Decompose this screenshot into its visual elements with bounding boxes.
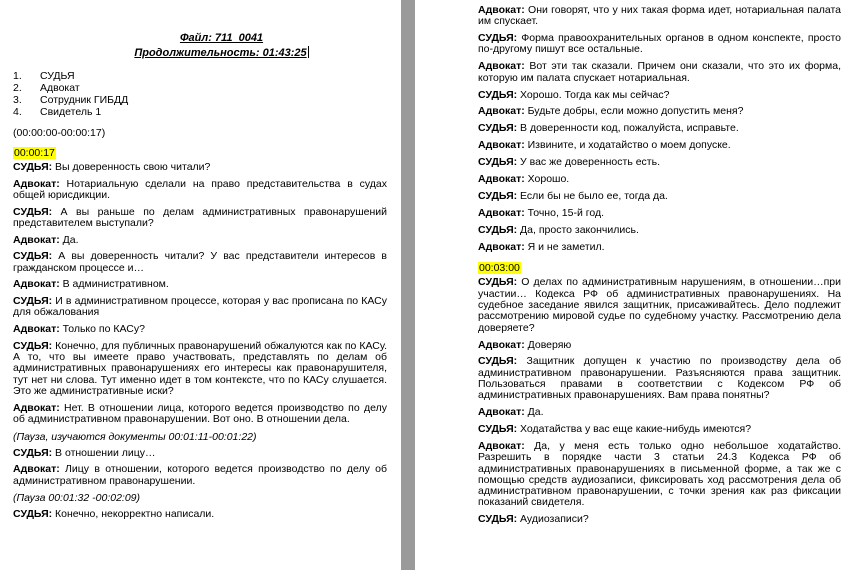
transcript-line (478, 174, 841, 185)
transcript-line (13, 341, 387, 397)
speaker-label: СУДЬЯ: (478, 276, 518, 289)
speech-text: Будьте добры, если можно допустить меня? (524, 105, 744, 118)
participant-num: 2. (13, 82, 22, 94)
speech-text: Нотариальную сделали на право представительства в судах общей юрисдикции. (13, 177, 387, 201)
transcript-line (13, 509, 387, 520)
transcript-line (478, 61, 841, 84)
speech-text: Если бы не было ее, тогда да. (517, 189, 668, 202)
speaker-label: СУДЬЯ: (13, 446, 53, 459)
transcript-line (13, 403, 387, 426)
speech-text: Конечно, некорректно написали. (52, 508, 215, 521)
participant-name: СУДЬЯ (40, 70, 75, 82)
transcript-line (13, 448, 387, 459)
duration-text: Продолжительность: 01:43:25 (134, 47, 307, 59)
page-divider (401, 0, 415, 570)
participant-item (13, 82, 387, 94)
transcript-line (478, 407, 841, 418)
speech-text: Аудиозаписи? (517, 513, 589, 526)
speaker-label: Адвокат: (13, 463, 60, 476)
speech-text: Конечно, для публичных правонарушений обжалуются как по КАСу. А то, что вы имеете право участвовать, представлять по делам об административных правонарушениях его интересы как правонарушителя, тут нет ни слова. Тут именно идет в том контексте, что по КАСу слушается. Это же административные иски? (13, 339, 387, 397)
speech-text: Точно, 15-й год. (524, 206, 604, 219)
speaker-label: СУДЬЯ: (478, 223, 518, 236)
speech-text: Да. (524, 406, 544, 419)
transcript-line (13, 235, 387, 246)
speaker-label: СУДЬЯ: (478, 423, 518, 436)
transcript-line (478, 90, 841, 101)
file-title: Файл: 711_0041 (179, 32, 264, 44)
speaker-label: Адвокат: (478, 206, 525, 219)
speaker-label: Адвокат: (13, 401, 60, 414)
transcript-line (478, 5, 841, 28)
speaker-label: Адвокат: (478, 4, 525, 16)
speaker-label: Адвокат: (13, 278, 60, 291)
speech-text: А вы доверенность читали? У вас представители интересов в гражданском процессе и… (13, 250, 387, 274)
pause-note: (Пауза, изучаются документы 00:01:11-00:01:22) (13, 430, 257, 443)
timestamp-highlight: 00:03:00 (479, 262, 520, 275)
transcript-line (478, 191, 841, 202)
speaker-label: СУДЬЯ: (13, 250, 53, 263)
speech-text: В административном. (59, 278, 169, 291)
speech-text: Я и не заметил. (524, 240, 605, 253)
speaker-label: Адвокат: (478, 440, 525, 452)
speaker-label: Адвокат: (478, 240, 525, 253)
speech-text: А вы раньше по делам административных правонарушений представителем выступали? (13, 205, 387, 229)
speech-text: В доверенности код, пожалуйста, исправьте. (517, 122, 739, 135)
speech-text: Доверяю (524, 338, 572, 351)
transcript-line (478, 277, 841, 333)
speaker-label: СУДЬЯ: (478, 88, 518, 101)
participant-num: 3. (13, 94, 22, 106)
left-page (0, 0, 400, 570)
speech-text: Форма правоохранительных органов в одном конспекте, просто по-другому пишут все остальные. (478, 32, 841, 56)
speaker-label: Адвокат: (478, 60, 525, 73)
speech-text: Хорошо. Тогда как мы сейчас? (517, 88, 670, 101)
transcript-line (478, 514, 841, 525)
transcript-line (478, 356, 841, 401)
transcript-line (478, 33, 841, 56)
speaker-label: СУДЬЯ: (478, 122, 518, 135)
speaker-label: Адвокат: (478, 406, 525, 419)
speaker-label: Адвокат: (13, 233, 60, 246)
speaker-label: Адвокат: (478, 173, 525, 186)
speech-text: Да. (59, 233, 79, 246)
transcript-line (478, 225, 841, 236)
speaker-label: Адвокат: (478, 338, 525, 351)
text-cursor (308, 46, 309, 58)
time-range: (00:00:00-00:00:17) (13, 127, 106, 139)
speech-text: Они говорят, что у них такая форма идет, нотариальная палата им спускает. (478, 4, 841, 28)
transcript-line (478, 340, 841, 351)
speech-text: Вот эти так сказали. Причем они сказали, что это их форма, которую им палата спускает нотариальная. (478, 60, 841, 84)
speech-text: Да, просто закончились. (517, 223, 639, 236)
transcript-line (13, 179, 387, 202)
transcript-line (478, 106, 841, 117)
transcript-line (478, 157, 841, 168)
speech-text: И в административном процессе, которая у вас прописана по КАСу для обжалования (13, 295, 387, 319)
transcript-line (13, 464, 387, 487)
pause-note: (Пауза 00:01:32 -00:02:09) (13, 492, 141, 505)
speaker-label: Адвокат: (13, 177, 60, 190)
speech-text: В отношении лицу… (52, 446, 156, 459)
speech-text: Защитник допущен к участию по производству дела об административном правонарушении. Разъясняются права защитник. Пользоваться правами в соответствии с Кодексом РФ об административных правонарушениях. Вам права понятны? (478, 355, 841, 402)
speech-text: Ходатайства у вас еще какие-нибудь имеются? (517, 423, 752, 436)
speech-text: Нет. В отношении лица, которого ведется производство по делу об административном правонарушении. Вот оно. В отношении дела. (13, 401, 387, 425)
transcript-line (13, 296, 387, 319)
speaker-label: СУДЬЯ: (478, 355, 518, 368)
speaker-label: СУДЬЯ: (478, 189, 518, 202)
speaker-label: СУДЬЯ: (478, 32, 518, 45)
speech-text: Только по КАСу? (59, 323, 145, 335)
speaker-label: СУДЬЯ: (478, 513, 518, 526)
speech-text: Лицу в отношении, которого ведется производство по делу об административном правонарушении. (13, 463, 387, 487)
speaker-label: СУДЬЯ: (13, 205, 53, 218)
speech-text: Да, у меня есть только одно небольшое ходатайство. Разрешить в порядке части 3 статьи 24.3 Кодекса РФ об административных правонарушениях в письменной форме, а так же с помощью средств аудиозаписи, фиксировать ход рассмотрения дела об административном правонарушении, с точки зрения как раз фиксации показаний свидетеля. (478, 440, 841, 509)
participant-num: 1. (13, 70, 22, 82)
speaker-label: СУДЬЯ: (13, 508, 53, 521)
speech-text: Вы доверенность свою читали? (52, 161, 211, 173)
speech-text: О делах по административным нарушениям, в отношении…при участии… Кодекса РФ об административных правонарушениях. На судебное заседание явился защитник, присаживайтесь. Дело подлежит рассмотрению мировой судье по судебному участку. Рассмотрению дела доверяете? (478, 276, 841, 334)
participant-name: Адвокат (40, 82, 80, 94)
participant-num: 4. (13, 106, 22, 118)
participant-item (13, 94, 387, 106)
transcript-line (13, 162, 387, 173)
speaker-label: СУДЬЯ: (478, 156, 518, 169)
speaker-label: Адвокат: (13, 323, 60, 335)
participant-item (13, 70, 387, 82)
speaker-label: СУДЬЯ: (13, 339, 53, 352)
transcript-line (13, 279, 387, 290)
speech-text: Хорошо. (524, 173, 570, 186)
transcript-line (478, 208, 841, 219)
speaker-label: Адвокат: (478, 139, 525, 152)
transcript-line (13, 324, 387, 335)
transcript-line (13, 251, 387, 274)
speaker-label: Адвокат: (478, 105, 525, 118)
timestamp-highlight: 00:00:17 (14, 147, 55, 159)
transcript-line (478, 242, 841, 253)
duration-line (56, 46, 387, 61)
participants-list (13, 70, 387, 118)
participant-name: Сотрудник ГИБДД (40, 94, 129, 106)
transcript-line (478, 441, 841, 509)
transcript-line (478, 123, 841, 134)
transcript-line (478, 424, 841, 435)
right-page (415, 0, 851, 570)
transcript-line (478, 140, 841, 151)
transcript-line (13, 207, 387, 230)
speaker-label: СУДЬЯ: (13, 161, 53, 173)
speaker-label: СУДЬЯ: (13, 295, 53, 308)
speech-text: У вас же доверенность есть. (517, 156, 660, 169)
participant-name: Свидетель 1 (40, 106, 102, 118)
participant-item (13, 106, 387, 118)
speech-text: Извините, и ходатайство о моем допуске. (524, 139, 731, 152)
